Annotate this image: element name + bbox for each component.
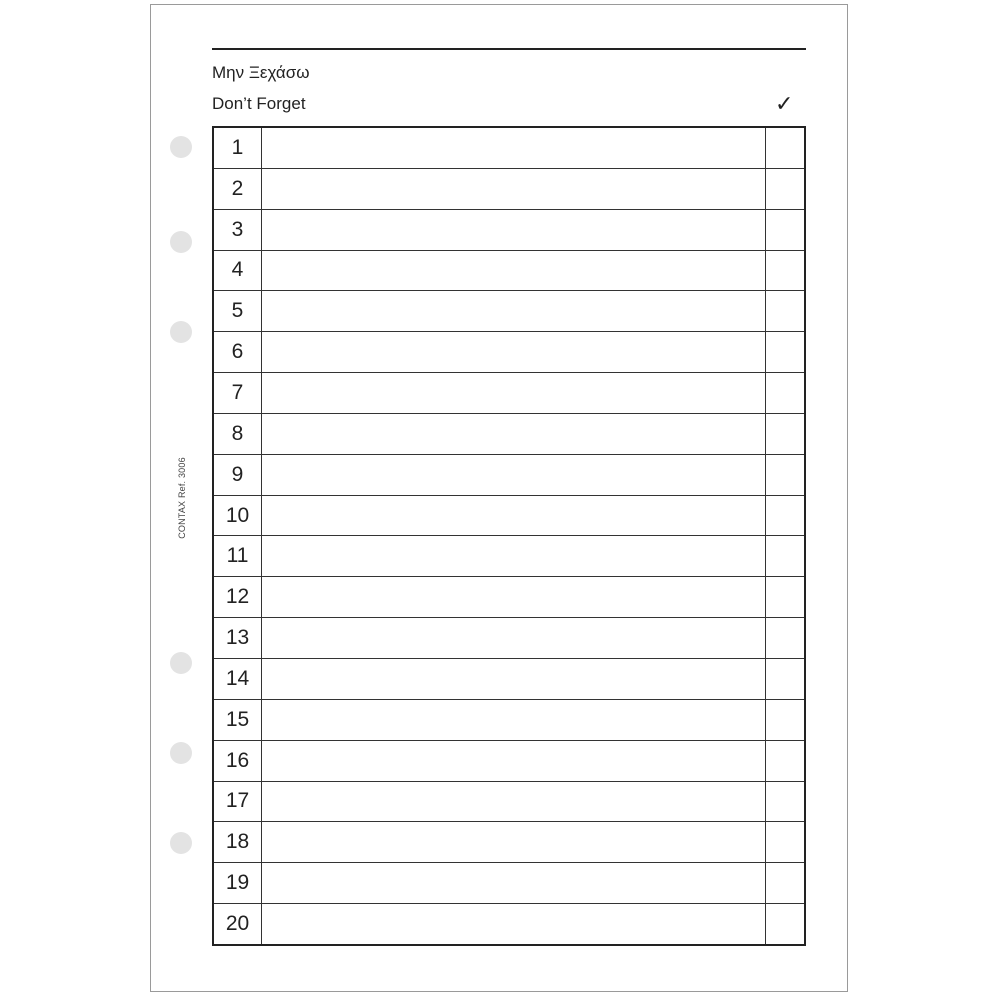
item-check-cell[interactable] (766, 536, 804, 576)
item-check-cell[interactable] (766, 618, 804, 658)
row-number: 10 (214, 496, 262, 536)
checklist-row (214, 332, 804, 373)
item-text-cell[interactable] (262, 863, 766, 903)
checkmark-icon: ✓ (775, 92, 794, 117)
checklist-row (214, 414, 804, 455)
row-number: 1 (214, 128, 262, 168)
binder-hole (170, 652, 192, 674)
checklist-table (212, 126, 806, 946)
row-number: 16 (214, 741, 262, 781)
item-text-cell[interactable] (262, 822, 766, 862)
item-text-cell[interactable] (262, 741, 766, 781)
checklist-row (214, 455, 804, 496)
item-text-cell[interactable] (262, 332, 766, 372)
row-number: 18 (214, 822, 262, 862)
item-check-cell[interactable] (766, 496, 804, 536)
item-text-cell[interactable] (262, 618, 766, 658)
page-title-greek: Μην Ξεχάσω (212, 63, 310, 82)
checklist-row (214, 822, 804, 863)
item-check-cell[interactable] (766, 741, 804, 781)
item-check-cell[interactable] (766, 169, 804, 209)
row-number: 6 (214, 332, 262, 372)
row-number: 11 (214, 536, 262, 576)
item-check-cell[interactable] (766, 332, 804, 372)
row-number: 9 (214, 455, 262, 495)
row-number: 2 (214, 169, 262, 209)
row-number: 4 (214, 251, 262, 291)
checklist-row (214, 700, 804, 741)
binder-hole (170, 231, 192, 253)
row-number: 12 (214, 577, 262, 617)
item-text-cell[interactable] (262, 169, 766, 209)
header-rule (212, 48, 806, 50)
row-number: 14 (214, 659, 262, 699)
binder-hole (170, 136, 192, 158)
item-text-cell[interactable] (262, 210, 766, 250)
checklist-row (214, 659, 804, 700)
item-check-cell[interactable] (766, 251, 804, 291)
checklist-row (214, 536, 804, 577)
item-text-cell[interactable] (262, 659, 766, 699)
row-number: 17 (214, 782, 262, 822)
checklist-row (214, 496, 804, 537)
binder-hole (170, 832, 192, 854)
item-text-cell[interactable] (262, 373, 766, 413)
item-check-cell[interactable] (766, 373, 804, 413)
item-check-cell[interactable] (766, 414, 804, 454)
row-number: 15 (214, 700, 262, 740)
item-text-cell[interactable] (262, 782, 766, 822)
item-check-cell[interactable] (766, 863, 804, 903)
item-text-cell[interactable] (262, 128, 766, 168)
row-number: 13 (214, 618, 262, 658)
row-number: 5 (214, 291, 262, 331)
item-check-cell[interactable] (766, 659, 804, 699)
page-title-english: Don’t Forget (212, 94, 306, 113)
checklist-row (214, 863, 804, 904)
item-text-cell[interactable] (262, 700, 766, 740)
binder-hole (170, 742, 192, 764)
item-text-cell[interactable] (262, 414, 766, 454)
checklist-row (214, 291, 804, 332)
row-number: 20 (214, 904, 262, 944)
product-reference: CONTAX Ref. 3006 (177, 457, 187, 539)
item-text-cell[interactable] (262, 455, 766, 495)
item-text-cell[interactable] (262, 577, 766, 617)
row-number: 8 (214, 414, 262, 454)
checklist-row (214, 782, 804, 823)
row-number: 3 (214, 210, 262, 250)
item-text-cell[interactable] (262, 496, 766, 536)
checklist-row (214, 577, 804, 618)
item-check-cell[interactable] (766, 700, 804, 740)
item-check-cell[interactable] (766, 128, 804, 168)
checklist-row (214, 741, 804, 782)
checklist-row (214, 618, 804, 659)
row-number: 7 (214, 373, 262, 413)
item-check-cell[interactable] (766, 904, 804, 944)
checklist-row (214, 128, 804, 169)
checklist-row (214, 210, 804, 251)
item-check-cell[interactable] (766, 455, 804, 495)
item-text-cell[interactable] (262, 251, 766, 291)
item-text-cell[interactable] (262, 904, 766, 944)
item-check-cell[interactable] (766, 291, 804, 331)
binder-hole (170, 321, 192, 343)
item-text-cell[interactable] (262, 536, 766, 576)
checklist-row (214, 373, 804, 414)
checklist-row (214, 169, 804, 210)
checklist-row (214, 904, 804, 944)
row-number: 19 (214, 863, 262, 903)
item-check-cell[interactable] (766, 822, 804, 862)
checklist-row (214, 251, 804, 292)
item-check-cell[interactable] (766, 577, 804, 617)
item-check-cell[interactable] (766, 782, 804, 822)
item-check-cell[interactable] (766, 210, 804, 250)
item-text-cell[interactable] (262, 291, 766, 331)
